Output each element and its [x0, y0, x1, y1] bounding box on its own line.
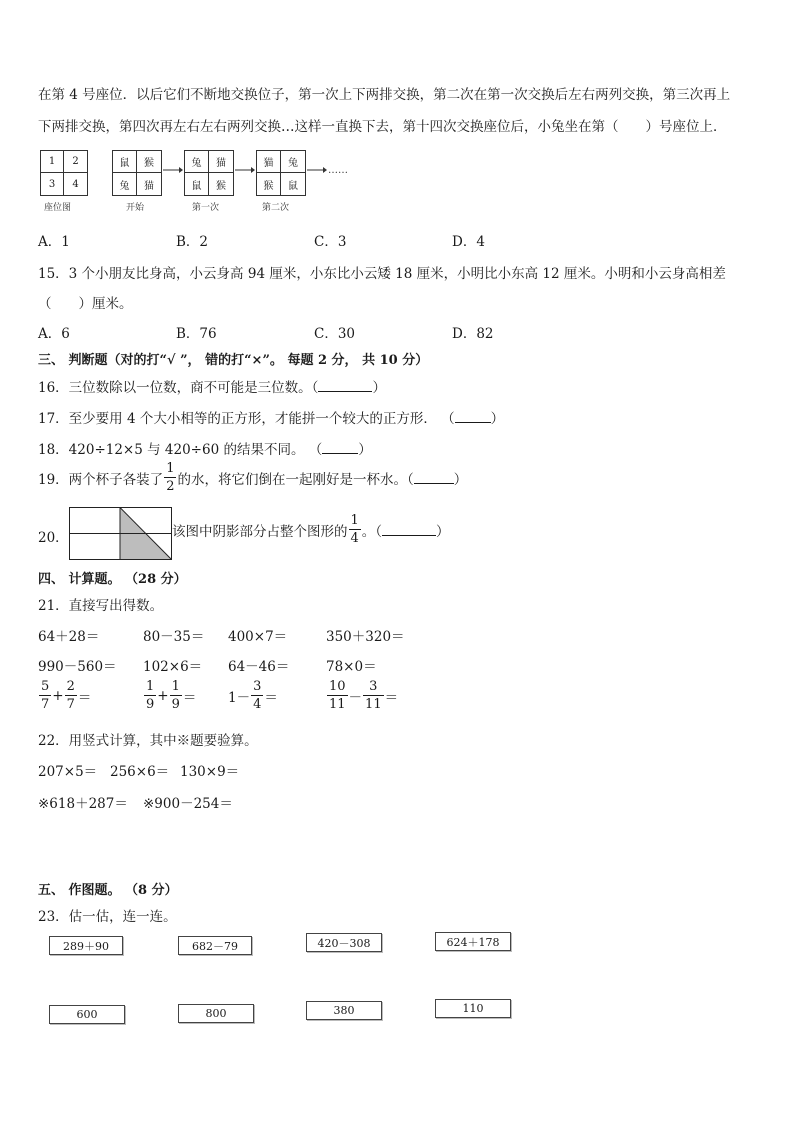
- q20-text-post: 。（: [361, 523, 383, 540]
- vertical-calc-item: 130×9＝: [180, 764, 240, 780]
- q20-answer-blank[interactable]: [382, 523, 436, 536]
- caption-start: 开始: [126, 203, 145, 213]
- seat-3: 3: [48, 178, 56, 190]
- q15-option-b[interactable]: B．76: [176, 326, 217, 342]
- calc-item: 400×7＝: [228, 629, 288, 645]
- fraction-calc-item: $\frac{5}{7}$ + $\frac{2}{7}$ ＝: [41, 679, 92, 712]
- calc-item: 78×0＝: [326, 659, 377, 675]
- first-cell: 猴: [216, 180, 226, 192]
- seat-grid: [40, 150, 88, 196]
- q15-text-line1: 15．3 个小朋友比身高，小云身高 94 厘米，小东比小云矮 18 厘米，小明比小东高 12 厘米。小明和小云身高相差: [38, 266, 726, 282]
- expression-box[interactable]: 682－79: [178, 936, 252, 955]
- first-cell: 兔: [191, 158, 202, 169]
- section-4-heading: 四、 计算题。 （28 分）: [38, 572, 187, 587]
- q18: [38, 438, 372, 458]
- seat-4: 4: [72, 178, 79, 190]
- second-grid: [256, 150, 306, 196]
- arrow-icon: [162, 164, 184, 176]
- close-paren: ）: [372, 380, 386, 396]
- q18-text: 18．420÷12×5 与 420÷60 的结果不同。 （: [38, 442, 323, 458]
- vertical-calc-item: 207×5＝: [38, 764, 98, 780]
- first-cell: 猫: [216, 158, 226, 169]
- expression-box[interactable]: 624＋178: [435, 932, 511, 951]
- q20-text: 该图中阴影部分占整个图形的: [172, 523, 348, 540]
- estimate-box[interactable]: 380: [306, 1001, 382, 1020]
- arrow-icon: [306, 164, 328, 176]
- q23-title: 23．估一估，连一连。: [38, 909, 177, 925]
- caption-first: 第一次: [192, 203, 220, 213]
- calc-item: 990－560＝: [38, 659, 117, 675]
- first-grid: [184, 150, 234, 196]
- second-cell: 猫: [263, 158, 274, 169]
- q19-text-post: 的水，将它们倒在一起刚好是一杯水。（: [177, 471, 414, 488]
- close-paren: ）: [358, 442, 372, 458]
- q15-option-c[interactable]: C．30: [314, 326, 356, 342]
- q14-option-a[interactable]: A．1: [38, 234, 70, 250]
- q19: [38, 462, 467, 493]
- caption-seat: 座位图: [44, 203, 72, 213]
- start-cell: 鼠: [119, 158, 130, 169]
- start-cell: 猫: [144, 180, 154, 192]
- continuation-dots: ……: [328, 165, 348, 176]
- calc-item: 80－35＝: [143, 629, 205, 645]
- q16-answer-blank[interactable]: [318, 379, 372, 392]
- q16-text: 16．三位数除以一位数，商不可能是三位数。（: [38, 380, 319, 396]
- calc-item: 350＋320＝: [326, 629, 405, 645]
- start-grid: [112, 150, 162, 196]
- q21-title: 21．直接写出得数。: [38, 598, 164, 614]
- q14-option-b[interactable]: B．2: [176, 234, 209, 250]
- fraction: $\frac{1}{2}$: [166, 461, 175, 494]
- calc-item: 102×6＝: [143, 659, 203, 675]
- q20-label: 20．: [38, 530, 69, 546]
- vertical-calc-item: ※618＋287＝: [38, 796, 128, 812]
- q15-text-line2: （ ）厘米。: [38, 296, 133, 312]
- close-paren: ）: [453, 471, 468, 488]
- q14-text-line1: 在第 4 号座位．以后它们不断地交换位子，第一次上下两排交换，第二次在第一次交换后左右两列交换，第三次再上: [38, 87, 731, 103]
- second-cell: 鼠: [288, 180, 298, 192]
- estimate-box[interactable]: 600: [49, 1005, 125, 1024]
- caption-second: 第二次: [262, 203, 290, 213]
- estimate-box[interactable]: 800: [178, 1004, 254, 1023]
- q17-text: 17．至少要用 4 个大小相等的正方形，才能拼一个较大的正方形． （: [38, 411, 455, 427]
- expression-box[interactable]: 289＋90: [49, 936, 123, 955]
- fraction-calc-item: $\frac{10}{11}$ － $\frac{3}{11}$ ＝: [329, 679, 399, 712]
- start-cell: 兔: [119, 180, 130, 192]
- first-cell: 鼠: [191, 180, 202, 192]
- q19-text: 19．两个杯子各装了: [38, 471, 164, 488]
- fraction-calc-item: 1－ $\frac{3}{4}$ ＝: [228, 679, 278, 712]
- q15-option-d[interactable]: D．82: [452, 326, 494, 342]
- close-paren: ）: [436, 523, 450, 540]
- seat-diagram: [38, 148, 358, 216]
- q19-answer-blank[interactable]: [414, 471, 454, 484]
- close-paren: ）: [490, 411, 505, 427]
- arrow-icon: [234, 164, 256, 176]
- calc-item: 64＋28＝: [38, 629, 100, 645]
- start-cell: 猴: [144, 158, 154, 169]
- calc-item: 64－46＝: [228, 659, 290, 675]
- seat-2: 2: [72, 156, 79, 167]
- q14-text-line2: 下两排交换，第四次再左右左右两列交换…这样一直换下去，第十四次交换座位后，小兔坐在第（ ）号座位上．: [38, 119, 727, 135]
- vertical-calc-item: 256×6＝: [110, 764, 170, 780]
- fraction-calc-item: $\frac{1}{9}$ + $\frac{1}{9}$ ＝: [146, 679, 197, 712]
- q22-title: 22．用竖式计算，其中※题要验算。: [38, 733, 258, 749]
- estimate-box[interactable]: 110: [435, 999, 511, 1018]
- section-5-heading: 五、 作图题。 （8 分）: [38, 883, 178, 898]
- section-3-heading: 三、 判断题（对的打“√ ”， 错的打“×”。 每题 2 分， 共 10 分）: [38, 353, 429, 368]
- q17: [38, 407, 504, 427]
- q17-answer-blank[interactable]: [455, 410, 491, 423]
- q14-option-d[interactable]: D．4: [452, 234, 485, 250]
- q20-shaded-rectangle: [69, 507, 173, 561]
- vertical-calc-item: ※900－254＝: [143, 796, 233, 812]
- q15-option-a[interactable]: A．6: [38, 326, 70, 342]
- q14-option-c[interactable]: C．3: [314, 234, 347, 250]
- seat-1: 1: [48, 156, 56, 167]
- q20: [172, 514, 450, 545]
- second-cell: 兔: [288, 158, 298, 169]
- q18-answer-blank[interactable]: [322, 441, 358, 454]
- second-cell: 猴: [263, 180, 274, 192]
- q16: [38, 376, 386, 396]
- expression-box[interactable]: 420－308: [306, 933, 382, 952]
- fraction: $\frac{1}{4}$: [350, 513, 359, 546]
